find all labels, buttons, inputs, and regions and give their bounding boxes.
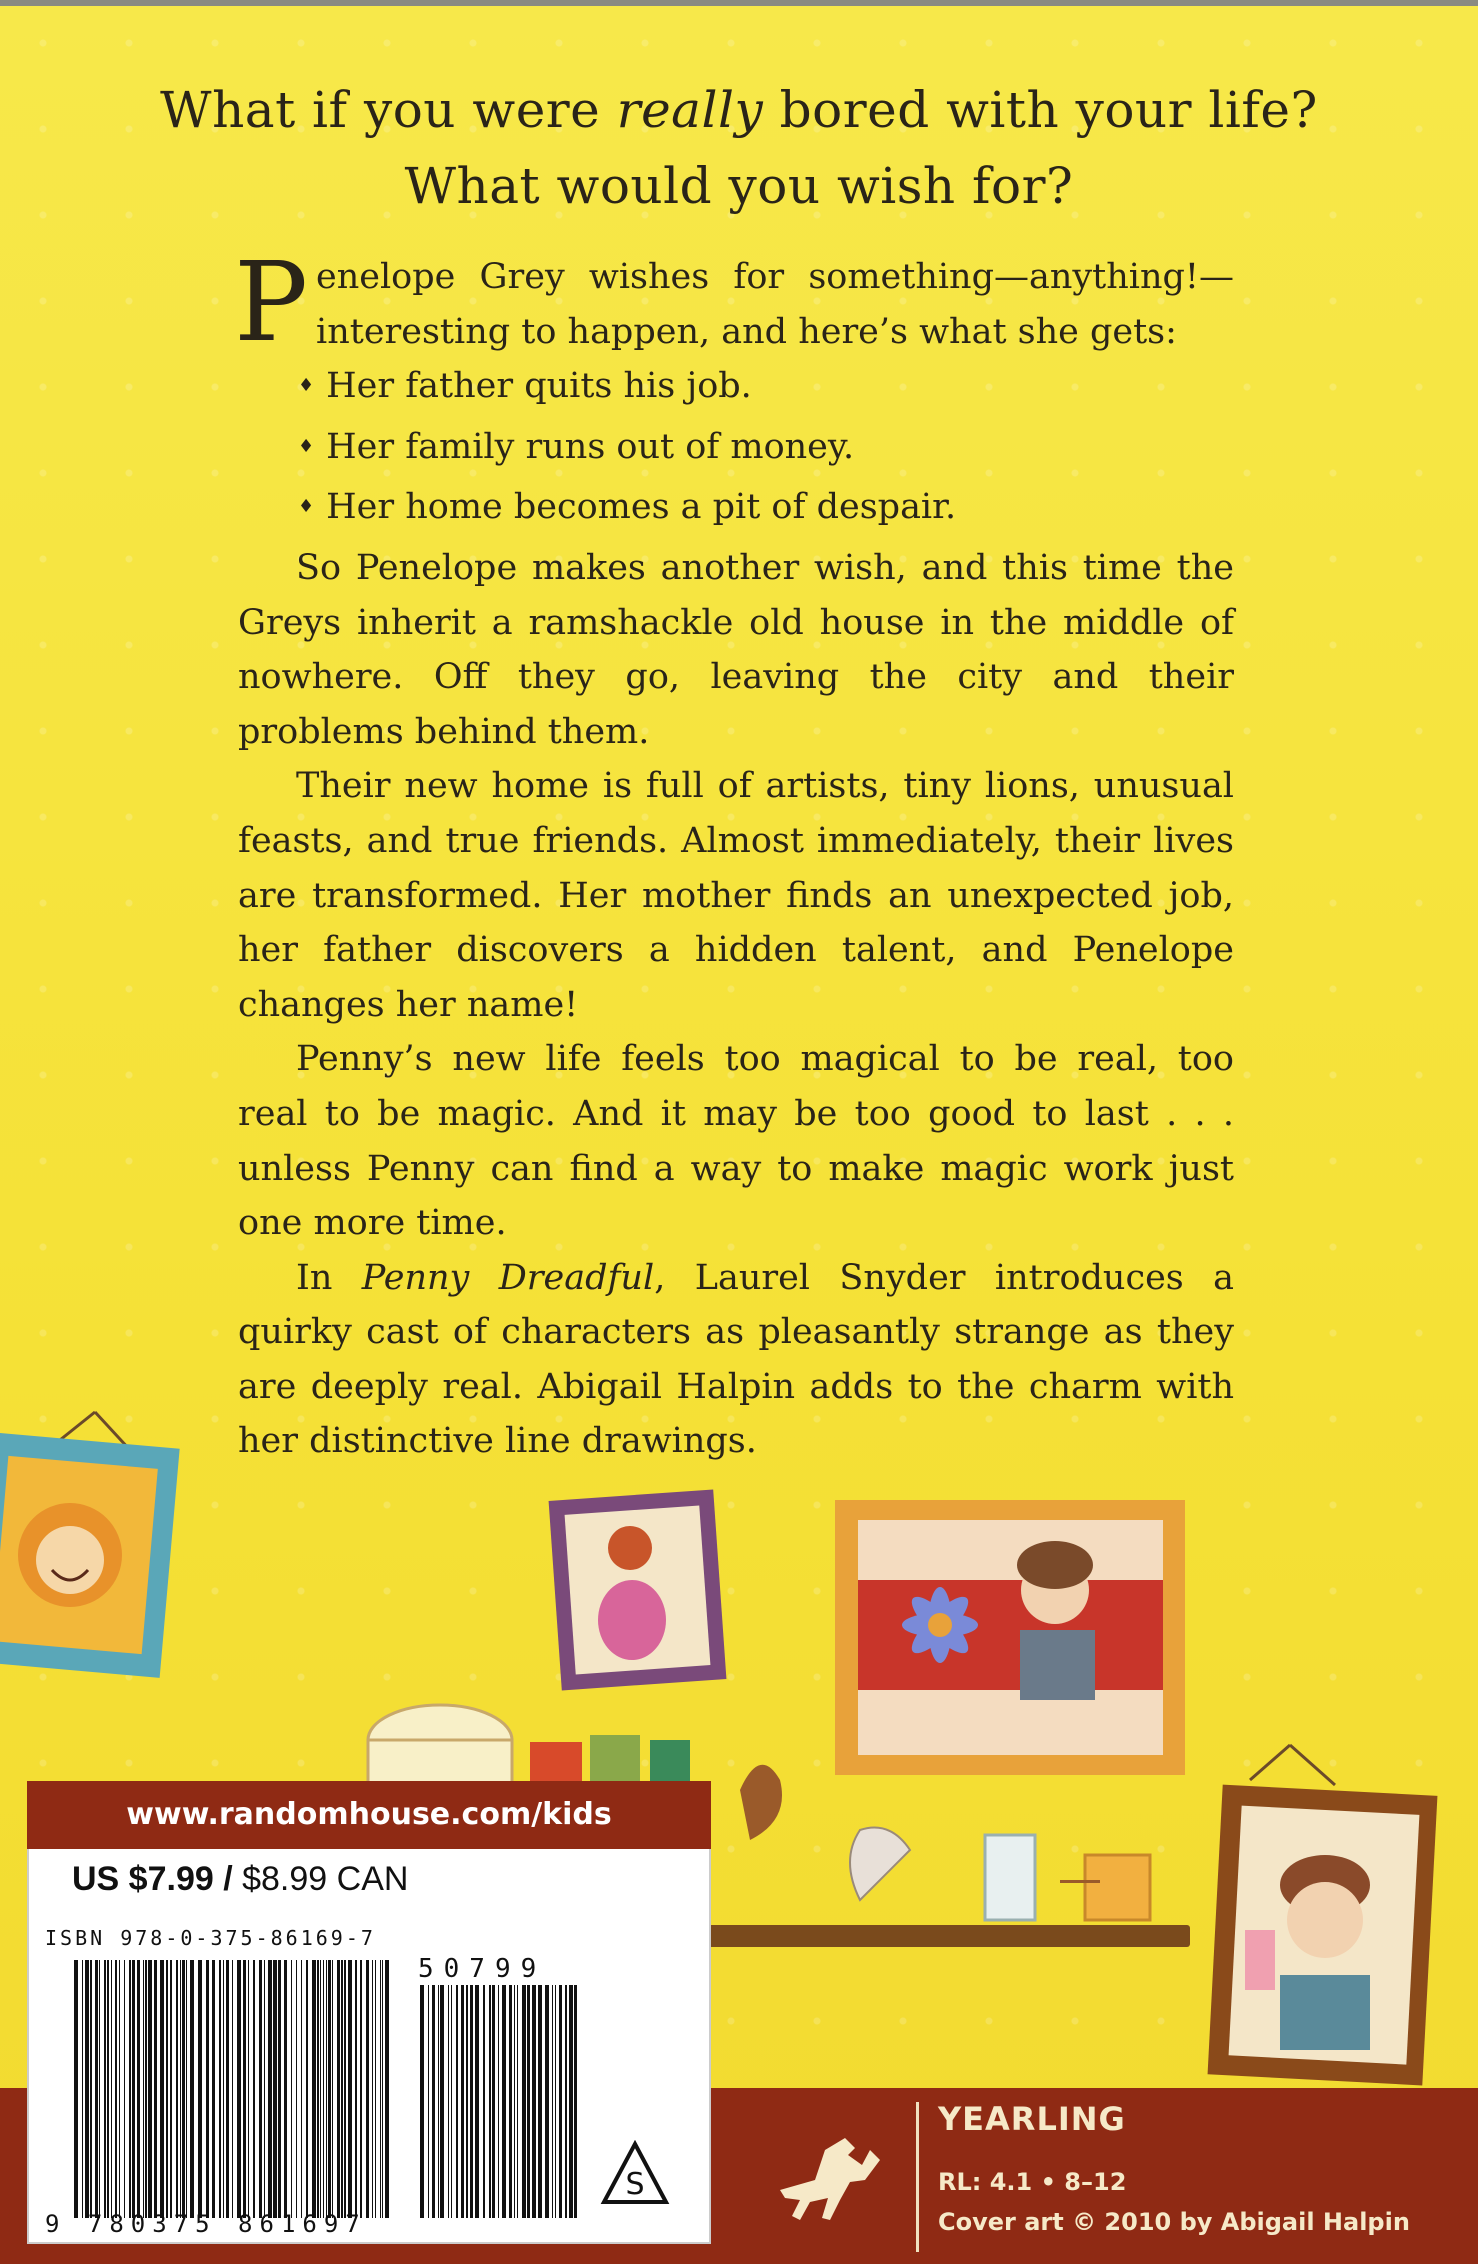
- barcode-bar: [186, 1960, 187, 2218]
- barcode-bar: [552, 1985, 553, 2218]
- barcode-bar: [366, 1960, 369, 2218]
- blurb-paragraph-3: Their new home is full of artists, tiny lions, unusual feasts, and true friends. Almost immediately, their lives are transformed. Her mother finds an unexpected job, her father discovers a hidden talent, and Penelope changes her name!: [238, 766, 1234, 1025]
- barcode-bar: [509, 1985, 512, 2218]
- barcode-bar: [132, 1960, 135, 2218]
- ean-digits: 9 780375 861697: [45, 2210, 367, 2238]
- barcode-bar: [148, 1960, 152, 2218]
- ean-barcode: [72, 1960, 392, 2218]
- barcode-bar: [461, 1985, 464, 2218]
- barcode-bar: [559, 1985, 562, 2218]
- barcode-bar: [206, 1960, 209, 2218]
- barcode-bar: [291, 1960, 292, 2218]
- bullet-item: ♦ Her family runs out of money.: [298, 420, 1234, 481]
- barcode-bar: [466, 1985, 468, 2218]
- barcode-bar: [237, 1960, 241, 2218]
- barcode-bar: [99, 1960, 100, 2218]
- barcode-bar: [90, 1960, 92, 2218]
- barcode-bar: [232, 1960, 233, 2218]
- barcode-bar: [432, 1985, 435, 2218]
- barcode-bar: [538, 1985, 542, 2218]
- barcode-bar: [95, 1960, 98, 2218]
- barcode-bar: [190, 1960, 194, 2218]
- srp-letter: S: [625, 2167, 645, 2202]
- barcode-bar: [306, 1960, 308, 2218]
- barcode-bar: [85, 1960, 89, 2218]
- barcode-bar: [522, 1985, 526, 2218]
- horse-logo-icon: [770, 2120, 890, 2230]
- barcode-bar: [475, 1985, 479, 2218]
- imprint-name: YEARLING: [938, 2100, 1126, 2138]
- barcode-bar: [337, 1960, 340, 2218]
- barcode-bar: [344, 1960, 346, 2218]
- barcode-bar: [170, 1960, 172, 2218]
- girl-frame-illustration: [549, 1489, 727, 1690]
- barcode-bar: [375, 1960, 376, 2218]
- barcode-bar: [456, 1985, 458, 2218]
- shelf: [650, 1925, 1190, 1947]
- barcode-bar: [320, 1960, 321, 2218]
- barcode-bar: [223, 1960, 224, 2218]
- barcode-bar: [176, 1960, 178, 2218]
- barcode-bar: [348, 1960, 352, 2218]
- lion-frame-illustration: [0, 1412, 180, 1678]
- headline-line-1: What if you were really bored with your life?: [160, 81, 1318, 139]
- barcode-bar: [323, 1960, 324, 2218]
- bullet-item: ♦ Her home becomes a pit of despair.: [298, 480, 1234, 541]
- barcode-bar: [380, 1960, 381, 2218]
- barcode-bar: [574, 1985, 577, 2218]
- barcode-bar: [268, 1960, 272, 2218]
- barcode-bar: [119, 1960, 120, 2218]
- barcode-bar: [569, 1985, 573, 2218]
- barcode-bar: [160, 1960, 164, 2218]
- barcode-bar: [492, 1985, 495, 2218]
- barcode-bar: [355, 1960, 357, 2218]
- barcode-bar: [111, 1960, 112, 2218]
- barcode-bar: [451, 1985, 452, 2218]
- barcode-bar: [517, 1985, 518, 2218]
- barcode-bar: [124, 1960, 125, 2218]
- barcode-bar: [180, 1960, 181, 2218]
- barcode-bar: [104, 1960, 106, 2218]
- blurb-paragraph-2: So Penelope makes another wish, and this time the Greys inherit a ramshackle old house in the middle of nowhere. Off they go, leaving the city and their problems behind them.: [238, 547, 1234, 752]
- barcode-bar: [527, 1985, 530, 2218]
- barcode-bar: [312, 1960, 316, 2218]
- barcode-bar: [182, 1960, 185, 2218]
- barcode-bar: [115, 1960, 117, 2218]
- barcode-bar: [555, 1985, 556, 2218]
- price-code: 50799: [418, 1954, 547, 1984]
- barcode-bar: [253, 1960, 255, 2218]
- isbn-text: ISBN 978-0-375-86169-7: [45, 1926, 376, 1950]
- barcode-bar: [328, 1960, 331, 2218]
- barcode-bar: [154, 1960, 157, 2218]
- publisher-url: www.randomhouse.com/kids: [27, 1781, 711, 1849]
- barcode-bar: [483, 1985, 485, 2218]
- barcode-bar: [284, 1960, 287, 2218]
- barcode-bar: [502, 1985, 506, 2218]
- barcode-bar: [296, 1960, 297, 2218]
- barcode-bar: [420, 1985, 424, 2218]
- barcode-bar: [317, 1960, 319, 2218]
- barcode-bar: [198, 1960, 202, 2218]
- blurb-paragraph-4: Penny’s new life feels too magical to be real, too real to be magic. And it may be too good to last . . . unless Penny can find a way to make magic work just one more time.: [238, 1039, 1234, 1244]
- barcode-bar: [372, 1960, 373, 2218]
- barcode-bar: [243, 1960, 246, 2218]
- headline-line-2: What would you wish for?: [404, 157, 1074, 215]
- barcode-bar: [74, 1960, 78, 2218]
- barcode-bar: [438, 1985, 439, 2218]
- barcode-bar: [301, 1960, 302, 2218]
- price-line: US $7.99 / $8.99 CAN: [72, 1860, 409, 1898]
- bullet-item: ♦ Her father quits his job.: [298, 359, 1234, 420]
- barcode-bar: [248, 1960, 249, 2218]
- barcode-bar: [440, 1985, 444, 2218]
- blurb-paragraph-1: Penelope Grey wishes for something—anything!—interesting to happen, and here’s what she gets:: [234, 238, 1234, 366]
- barcode-bar: [166, 1960, 168, 2218]
- barcode-bar: [259, 1960, 262, 2218]
- barcode-bar: [129, 1960, 131, 2218]
- drop-cap: P: [234, 238, 309, 366]
- barcode-bar: [143, 1960, 144, 2218]
- blurb-paragraph-5: In Penny Dreadful, Laurel Snyder introduces a quirky cast of characters as pleasantly strange as they are deeply real. Abigail Halpin adds to the charm with her distinctive line drawings.: [238, 1257, 1235, 1462]
- barcode-bar: [514, 1985, 515, 2218]
- barcode-bar: [226, 1960, 229, 2218]
- barcode-bar: [545, 1985, 549, 2218]
- barcode-bar: [278, 1960, 281, 2218]
- barcode-bar: [428, 1985, 429, 2218]
- barcode-bar: [212, 1960, 215, 2218]
- barcode-bar: [273, 1960, 277, 2218]
- barcode-bar: [498, 1985, 499, 2218]
- barcode-bar: [107, 1960, 109, 2218]
- barcode-bar: [219, 1960, 221, 2218]
- barcode-bar: [565, 1985, 567, 2218]
- barcode-bar: [470, 1985, 473, 2218]
- barcode-bar: [489, 1985, 491, 2218]
- price-barcode: [418, 1985, 578, 2218]
- barcode-bar: [145, 1960, 147, 2218]
- barcode-bar: [341, 1960, 343, 2218]
- barcode-bar: [360, 1960, 362, 2218]
- barcode-bar: [82, 1960, 83, 2218]
- logo-divider: [916, 2102, 919, 2252]
- barcode-bar: [264, 1960, 265, 2218]
- imprint-block: [938, 2100, 1410, 2236]
- boy-flower-frame-illustration: [835, 1500, 1185, 1775]
- girl-drink-frame-illustration: [1208, 1745, 1438, 2085]
- barcode-bar: [332, 1960, 333, 2218]
- cover-art-credit: Cover art © 2010 by Abigail Halpin: [938, 2208, 1410, 2236]
- barcode-bar: [137, 1960, 140, 2218]
- barcode-bar: [532, 1985, 536, 2218]
- barcode-bar: [382, 1960, 383, 2218]
- reading-level: RL: 4.1 • 8–12: [938, 2168, 1127, 2196]
- barcode-bar: [326, 1960, 327, 2218]
- srp-triangle-badge: [600, 2140, 670, 2206]
- barcode-bar: [448, 1985, 449, 2218]
- barcode-bar: [385, 1960, 389, 2218]
